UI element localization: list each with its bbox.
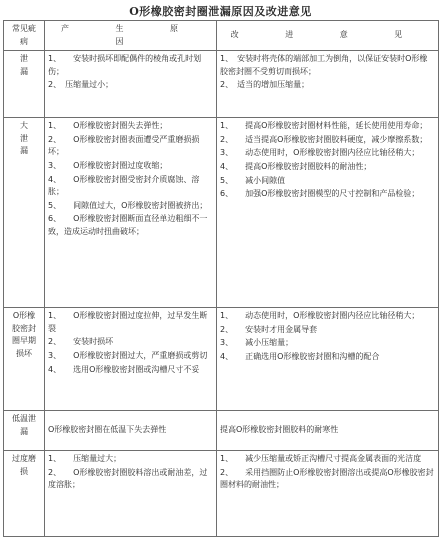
table-row — [4, 51, 439, 118]
improvement-item: 3、 动态使用时，O形橡胶密封圈内径应比轴径稍大； — [220, 148, 420, 158]
improvement-item: 2、 安装时才用金属导套 — [220, 324, 318, 334]
improvement-item: 1、 安装时将壳体的端部加工为倒角，以保证安装时O形橡胶密封圈不受剪切而损坏； — [220, 54, 428, 76]
leak-causes-table — [3, 20, 439, 537]
row-category: 大泄漏 — [4, 118, 45, 308]
header-category: 常见疵病 — [4, 21, 45, 51]
cause-item: 1、 安装时损坏即配偶件的棱角或孔时划伤； — [48, 54, 202, 76]
row-causes — [45, 411, 217, 451]
row-category: 泄漏 — [4, 51, 45, 118]
improvement-item: 3、 减小压缩量； — [220, 338, 294, 348]
table-row — [4, 411, 439, 451]
row-improvements — [217, 51, 439, 118]
cause-item: 1、 O形橡胶密封圈过度拉伸，过早发生断裂 — [48, 311, 208, 333]
cause-item: 5、 间隙值过大，O形橡胶密封圈被挤出； — [48, 200, 208, 210]
cause-item: 1、 压缩量过大； — [48, 454, 122, 464]
cause-item: 2、 压缩量过小； — [48, 80, 114, 90]
cause-item: 2、 O形橡胶密封圈表面遭受严重磨损损坏； — [48, 134, 200, 157]
cause-item: 4、 O形橡胶密封圈受密封介质腐蚀、溶胀； — [48, 174, 200, 197]
cause-item: O形橡胶密封圈在低温下失去弹性 — [48, 425, 167, 435]
document-title: O形橡胶密封圈泄漏原因及改进意见 — [129, 5, 312, 18]
improvement-item: 4、 正确选用O形橡胶密封圈和沟槽的配合 — [220, 351, 380, 361]
row-improvements — [217, 118, 439, 308]
improvement-item: 1、 减少压缩量或矫正沟槽尺寸提高金属表面的光洁度 — [220, 454, 422, 464]
row-causes — [45, 451, 217, 537]
table-row — [4, 451, 439, 537]
row-improvements — [217, 451, 439, 537]
cause-item: 6、 O形橡胶密封圈断面直径单边粗细不一致，造成运动时扭曲破坏； — [48, 214, 208, 236]
improvement-item: 2、 采用挡圈防止O形橡胶密封圈溶出或提高O形橡胶密封圈材料的耐油性； — [220, 467, 434, 490]
row-improvements — [217, 411, 439, 451]
row-causes — [45, 308, 217, 411]
cause-item: 1、 O形橡胶密封圈失去弹性； — [48, 121, 168, 131]
cause-item: 3、 O形橡胶密封圈过大，严重磨损或剪切 — [48, 350, 208, 360]
row-category: 过度磨损 — [4, 451, 45, 537]
table-row — [4, 118, 439, 308]
improvement-item: 5、 减小间隙值 — [220, 175, 286, 185]
cause-item: 3、 O形橡胶密封圈过度收缩； — [48, 160, 168, 170]
improvement-item: 6、 加强O形橡胶密封圈模型的尺寸控制和产品检验； — [220, 189, 420, 199]
improvement-item: 提高O形橡胶密封圈胶料的耐寒性 — [220, 425, 339, 435]
improvement-item: 4、 提高O形橡胶密封圈胶料的耐油性； — [220, 161, 372, 171]
row-improvements — [217, 308, 439, 411]
row-causes — [45, 51, 217, 118]
improvement-item: 1、 动态使用时，O形橡胶密封圈内径应比轴径稍大； — [220, 311, 420, 321]
row-category: 低温泄漏 — [4, 411, 45, 451]
table-header-row — [4, 21, 439, 51]
cause-item: 2、 安装时损坏 — [48, 337, 114, 347]
cause-item: 4、 选用O形橡胶密封圈或沟槽尺寸不妥 — [48, 364, 200, 374]
row-category: O形橡胶密封圈早期损坏 — [4, 308, 45, 411]
header-causes: 产 生 原 因 — [45, 21, 217, 51]
improvement-item: 2、 适当提高O形橡胶密封圈胶料硬度，减少摩擦系数； — [220, 134, 428, 144]
row-causes — [45, 118, 217, 308]
cause-item: 2、 O形橡胶密封圈胶料溶出或耐油差，过度溶胀； — [48, 467, 208, 490]
table-row — [4, 308, 439, 411]
improvement-item: 1、 提高O形橡胶密封圈材料性能，延长使用使用寿命； — [220, 121, 428, 131]
improvement-item: 2、 适当的增加压缩量； — [220, 80, 310, 90]
header-improvements: 改 进 意 见 — [217, 21, 439, 51]
